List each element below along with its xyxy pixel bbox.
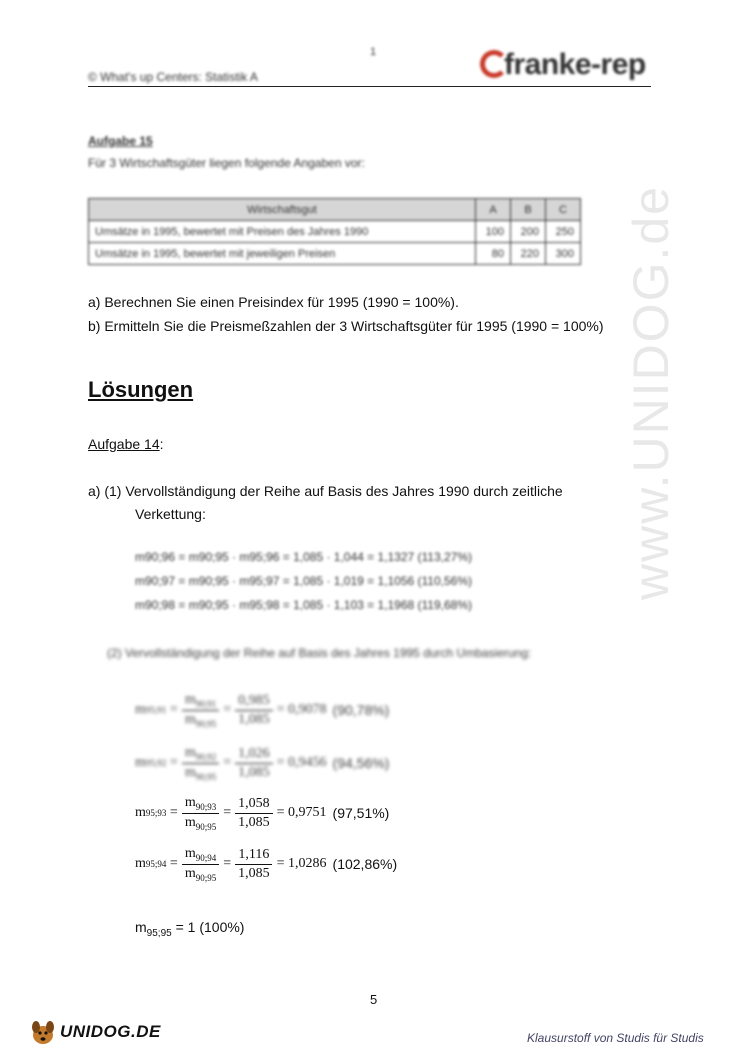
table-row (89, 243, 581, 265)
table-header-row (89, 199, 581, 221)
fraction-formula: m 95;92 = $\frac{m_{90;92}}{m_{90;95}}$ = $\frac{1,026}{1,085}$ = 0,9456 (94,56%) (135, 745, 390, 782)
fraction-percent: (97,51%) (332, 805, 390, 822)
fraction-result: 0,9751 (288, 805, 327, 821)
fraction-den-value: 1,085 (238, 814, 270, 830)
fraction-den-sub: 90;95 (195, 872, 217, 883)
fraction-formula: m 95;94 = $\frac{m_{90;94}}{m_{90;95}}$ = $\frac{1,116}{1,085}$ = 1,0286 (102,86%) (135, 846, 398, 883)
formula-lhs-sub: 95;93 (145, 808, 167, 819)
formula-lhs: m (135, 702, 146, 718)
formula-lhs-sub: 95;92 (145, 758, 167, 769)
table-header: B (511, 199, 546, 221)
fraction-numeric (235, 693, 273, 728)
fraction-symbolic (182, 692, 219, 729)
watermark-text: www.UNIDOG.de (623, 185, 679, 600)
fraction-result: 0,9078 (288, 702, 327, 718)
formula-lhs-sub: 95;94 (145, 859, 167, 870)
fraction-num: m (184, 846, 196, 861)
fraction-percent: (90,78%) (332, 702, 390, 719)
fraction-num: m (184, 745, 196, 760)
question-a: a) Berechnen Sie einen Preisindex für 1995 (1990 = 100%). (88, 294, 459, 310)
task-label-suffix: : (159, 436, 164, 452)
fraction-num-value: 1,116 (235, 847, 272, 865)
table-header: A (476, 199, 511, 221)
formula-lhs: m (135, 755, 146, 771)
fraction-den: m (184, 814, 196, 830)
solution-task-label (88, 436, 164, 452)
final-measure-value: = 1 (100%) (171, 919, 245, 935)
footer-tagline: Klausurstoff von Studis für Studis (527, 1031, 704, 1045)
fraction-num-sub: 90;93 (195, 801, 217, 812)
table-cell: 80 (476, 243, 511, 265)
final-measure (135, 919, 244, 939)
final-measure-symbol: m (135, 919, 147, 935)
fraction-percent: (94,56%) (332, 755, 390, 772)
header-page-number: 1 (370, 46, 377, 58)
task-heading: Aufgabe 15 (88, 134, 153, 148)
fraction-den-sub: 90;95 (195, 821, 217, 832)
formula-lhs: m (135, 856, 146, 872)
fraction-result: 1,0286 (288, 856, 327, 872)
fraction-numeric (235, 796, 273, 831)
solution-step2: (2) Vervollständigung der Reihe auf Basis des Jahres 1995 durch Umbasierung: (107, 646, 532, 660)
table-cell: 200 (511, 221, 546, 243)
fraction-num-sub: 90;91 (195, 698, 217, 709)
fraction-percent: (102,86%) (332, 856, 398, 873)
header-rule (88, 86, 651, 87)
fraction-formula: m 95;91 = $\frac{m_{90;91}}{m_{90;95}}$ = $\frac{0,985}{1,085}$ = 0,9078 (90,78%) (135, 692, 390, 729)
fraction-num: m (184, 795, 196, 810)
table-header: Wirtschaftsgut (89, 199, 476, 221)
page-number: 5 (370, 992, 378, 1007)
chain-equation: m90;96 = m90;95 · m95;96 = 1,085 · 1,044 = 1,1327 (113,27%) (135, 550, 473, 564)
table-header: C (546, 199, 581, 221)
solution-a1-line2: Verkettung: (135, 506, 206, 522)
table-cell: 220 (511, 243, 546, 265)
fraction-num: m (184, 692, 196, 707)
fraction-numeric (235, 746, 273, 781)
unidog-logo (30, 1018, 180, 1048)
header-left-text: © What's up Centers: Statistik A (88, 70, 258, 84)
fraction-den: m (184, 711, 196, 727)
task-intro: Für 3 Wirtschaftsgüter liegen folgende Angaben vor: (88, 156, 365, 170)
table-cell: 100 (476, 221, 511, 243)
fraction-num-sub: 90;94 (195, 852, 217, 863)
chain-equation: m90;98 = m90;95 · m95;98 = 1,085 · 1,103 = 1,1968 (119,68%) (135, 598, 473, 612)
table-cell: Umsätze in 1995, bewertet mit Preisen des Jahres 1990 (89, 221, 476, 243)
fraction-numeric (235, 847, 273, 882)
fraction-num-value: 0,985 (235, 693, 273, 711)
franke-rep-logo (480, 48, 655, 88)
fraction-den-value: 1,085 (238, 764, 270, 780)
table-cell: Umsätze in 1995, bewertet mit jeweiligen Preisen (89, 243, 476, 265)
fraction-den-value: 1,085 (238, 711, 270, 727)
fraction-symbolic (182, 745, 219, 782)
formula-lhs-sub: 95;91 (145, 705, 167, 716)
solutions-heading: Lösungen (88, 377, 194, 402)
wordmark-text: UNIDOG.DE (60, 1022, 161, 1041)
fraction-num-value: 1,058 (235, 796, 273, 814)
chain-equation: m90;97 = m90;95 · m95;97 = 1,085 · 1,019 = 1,1056 (110,56%) (135, 574, 473, 588)
fraction-num-value: 1,026 (235, 746, 273, 764)
fraction-formula: m 95;93 = $\frac{m_{90;93}}{m_{90;95}}$ = $\frac{1,058}{1,085}$ = 0,9751 (97,51%) (135, 795, 390, 832)
final-measure-sub: 95;95 (146, 927, 172, 939)
fraction-result: 0,9456 (288, 755, 327, 771)
question-b: b) Ermitteln Sie die Preismeßzahlen der 3 Wirtschaftsgüter für 1995 (1990 = 100%) (88, 318, 604, 334)
task-label-text: Aufgabe 14 (88, 436, 160, 452)
solution-a1-line1: a) (1) Vervollständigung der Reihe auf Basis des Jahres 1990 durch zeitliche (88, 483, 563, 499)
table-cell: 300 (546, 243, 581, 265)
fraction-den-sub: 90;95 (195, 771, 217, 782)
goods-table (88, 198, 581, 265)
formula-lhs: m (135, 805, 146, 821)
fraction-den: m (184, 865, 196, 881)
fraction-den-value: 1,085 (238, 865, 270, 881)
table-row (89, 221, 581, 243)
table-cell: 250 (546, 221, 581, 243)
fraction-den: m (184, 764, 196, 780)
fraction-num-sub: 90;92 (195, 751, 217, 762)
fraction-symbolic (182, 795, 219, 832)
fraction-den-sub: 90;95 (195, 718, 217, 729)
logo-text: franke-rep (504, 48, 646, 81)
fraction-symbolic (182, 846, 219, 883)
dog-icon (30, 1018, 56, 1046)
